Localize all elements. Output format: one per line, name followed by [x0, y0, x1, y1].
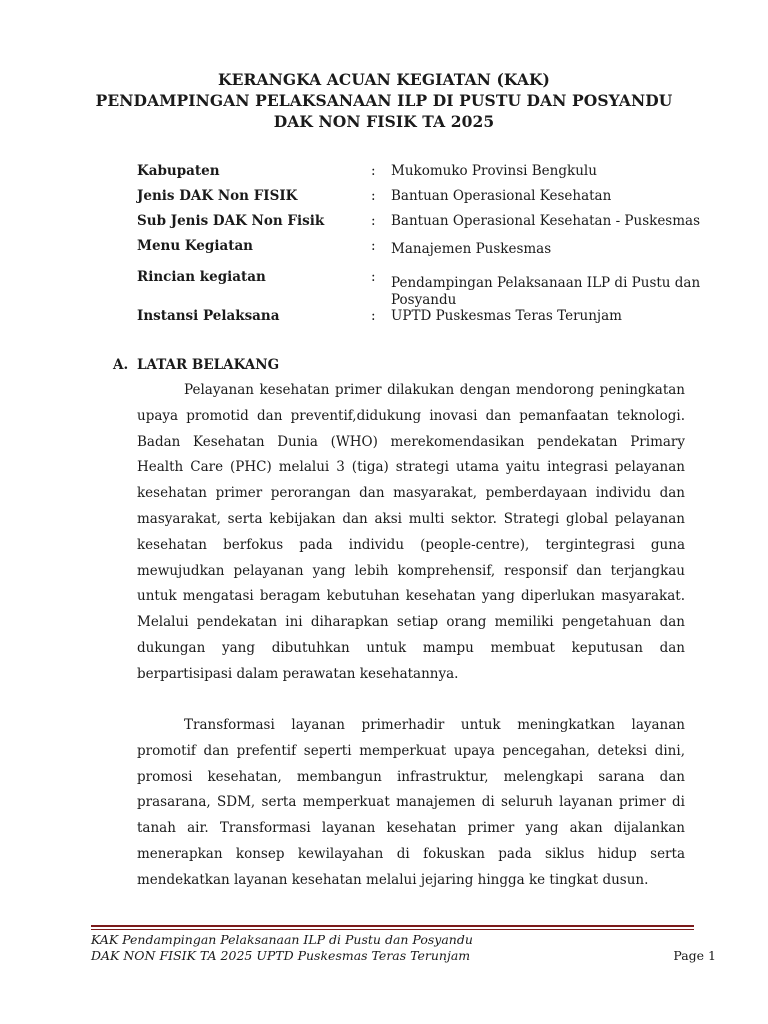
info-label: Instansi Pelaksana [137, 308, 280, 324]
info-label: Menu Kegiatan [137, 238, 254, 254]
info-label: Rincian kegiatan [137, 269, 266, 285]
document-year-line: DAK NON FISIK TA 2025 [273, 112, 495, 131]
info-label: Sub Jenis DAK Non Fisik [137, 213, 325, 229]
info-value: Manajemen Puskesmas [391, 241, 552, 257]
info-value: UPTD Puskesmas Teras Terunjam [391, 308, 622, 324]
info-colon: : [371, 188, 376, 204]
section-heading: LATAR BELAKANG [137, 357, 280, 373]
section-letter: A. [113, 357, 129, 373]
footer-rule-bottom [91, 929, 694, 930]
info-colon: : [371, 269, 376, 285]
info-colon: : [371, 238, 376, 254]
info-value: Bantuan Operasional Kesehatan - Puskesmas [391, 213, 701, 229]
info-label: Jenis DAK Non FISIK [137, 188, 298, 204]
info-colon: : [371, 163, 376, 179]
info-label: Kabupaten [137, 163, 220, 179]
footer-text-line1: KAK Pendampingan Pelaksanaan ILP di Pustu dan Posyandu [91, 932, 473, 947]
body-paragraph: Transformasi layanan primerhadir untuk meningkatkan layanan promotif dan prefentif seperti memperkuat upaya pencegahan, deteksi dini, promosi kesehatan, membangun infrastruktur, melengkapi sarana dan prasarana, SDM, serta memperkuat manajemen di seluruh layanan primer di tanah air. Transformasi layanan kesehatan primer yang akan dijalankan menerapkan konsep kewilayahan di fokuskan pada siklus hidup serta mendekatkan layanan kesehatan melalui jejaring hingga ke tingkat dusun. [137, 717, 685, 888]
info-colon: : [371, 213, 376, 229]
info-colon: : [371, 308, 376, 324]
info-value: Bantuan Operasional Kesehatan [391, 188, 612, 204]
footer-rule-top [91, 925, 694, 927]
body-paragraph: Pelayanan kesehatan primer dilakukan dengan mendorong peningkatan upaya promotid dan preventif,didukung inovasi dan pemanfaatan teknologi. Badan Kesehatan Dunia (WHO) merekomendasikan pendekatan Primary Health Care (PHC) melalui 3 (tiga) strategi utama yaitu integrasi pelayanan kesehatan primer perorangan dan masyarakat, pemberdayaan individu dan masyarakat, serta kebijakan dan aksi multi sektor. Strategi global pelayanan kesehatan berfokus pada individu (people-centre), tergintegrasi guna mewujudkan pelayanan yang lebih komprehensif, responsif dan terjangkau untuk mengatasi beragam kebutuhan kesehatan yang diperlukan masyarakat. Melalui pendekatan ini diharapkan setiap orang memiliki pengetahuan dan dukungan yang dibutuhkan untuk mampu membuat keputusan dan berpartisipasi dalam perawatan kesehatannya. [137, 382, 685, 682]
document-title: KERANGKA ACUAN KEGIATAN (KAK) [218, 70, 550, 89]
info-value: Mukomuko Provinsi Bengkulu [391, 163, 597, 179]
footer-text-line2: DAK NON FISIK TA 2025 UPTD Puskesmas Teras Terunjam [91, 948, 471, 963]
info-value: Pendampingan Pelaksanaan ILP di Pustu dan Posyandu [391, 275, 701, 308]
page-number: Page 1 [673, 948, 716, 963]
document-subtitle: PENDAMPINGAN PELAKSANAAN ILP DI PUSTU DAN POSYANDU [95, 91, 673, 110]
